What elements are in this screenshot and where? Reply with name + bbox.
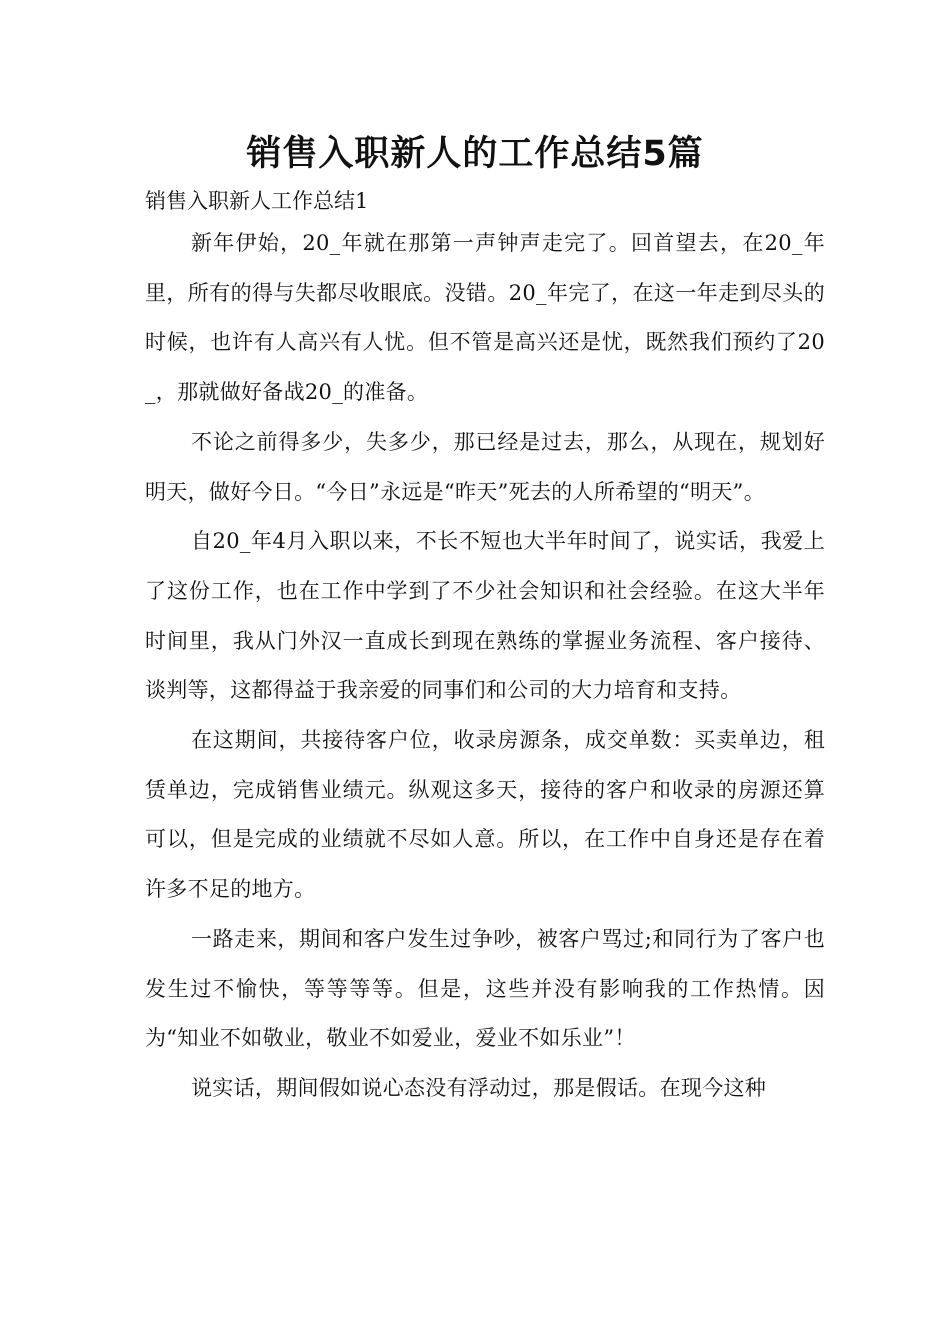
paragraph: 自20_年4月入职以来，不长不短也大半年时间了，说实话，我爱上了这份工作，也在工作中学到了不少社会知识和社会经验。在这大半年时间里，我从门外汉一直成长到现在熟练的掌握业务流程、客户接待、谈判等，这都得益于我亲爱的同事们和公司的大力培育和支持。 — [145, 529, 825, 703]
paragraph: 说实话，期间假如说心态没有浮动过，那是假话。在现今这种 — [191, 1075, 767, 1100]
document-body — [145, 183, 825, 1114]
section-subtitle: 销售入职新人工作总结1 — [145, 189, 369, 213]
document-title: 销售入职新人的工作总结5篇 — [246, 134, 704, 174]
paragraph: 不论之前得多少，失多少，那已经是过去，那么，从现在，规划好明天，做好今日。“今日”永远是“昨天”死去的人所希望的“明天”。 — [145, 429, 825, 504]
paragraph: 一路走来，期间和客户发生过争吵，被客户骂过;和同行为了客户也发生过不愉快，等等等等。但是，这些并没有影响我的工作热情。因为“知业不如敬业，敬业不如爱业，爱业不如乐业”！ — [145, 926, 825, 1051]
paragraph: 在这期间，共接待客户位，收录房源条，成交单数：买卖单边，租赁单边，完成销售业绩元。纵观这多天，接待的客户和收录的房源还算可以，但是完成的业绩就不尽如人意。所以，在工作中自身还是存在着许多不足的地方。 — [145, 728, 825, 902]
paragraph: 新年伊始，20_年就在那第一声钟声走完了。回首望去，在20_年里，所有的得与失都尽收眼底。没错。20_年完了，在这一年走到尽头的时候，也许有人高兴有人忧。但不管是高兴还是忧，既然我们预约了20_，那就做好备战20_的准备。 — [145, 231, 825, 405]
